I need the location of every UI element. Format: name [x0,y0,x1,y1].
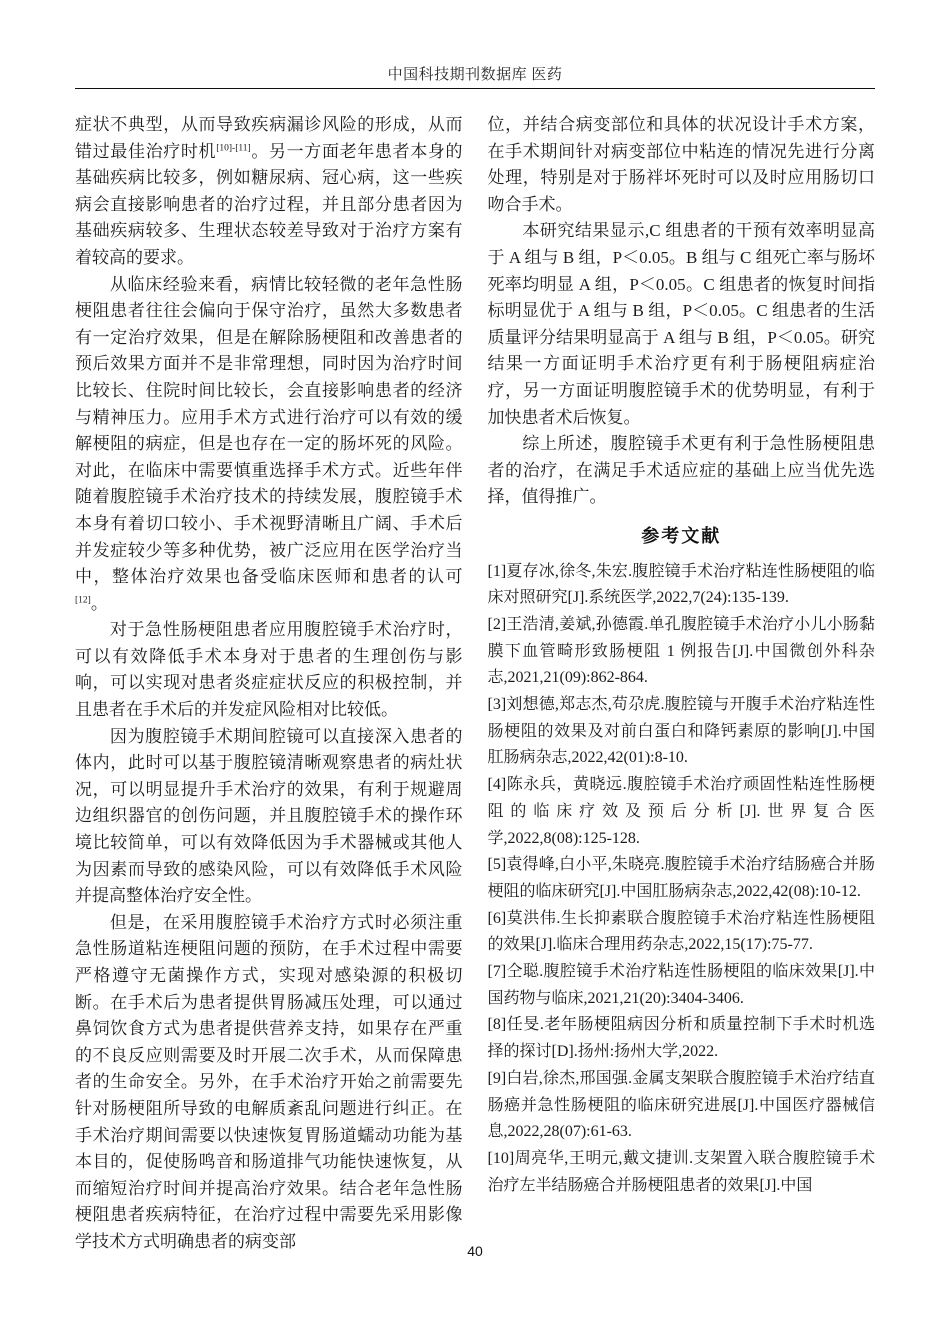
paragraph [75,112,463,272]
right-column [488,112,876,1256]
paragraph [488,431,876,511]
reference-item: [8]任旻.老年肠梗阻病因分析和质量控制下手术时机选择的探讨[D].扬州:扬州大学,2022. [487,1016,875,1061]
reference-item: [1]夏存冰,徐冬,朱宏.腹腔镜手术治疗粘连性肠梗阻的临床对照研究[J].系统医学,2022,7(24):135-139. [487,562,875,607]
reference-item: [6]莫洪伟.生长抑素联合腹腔镜手术治疗粘连性肠梗阻的效果[J].临床合理用药杂志,2022,15(17):75-77. [487,909,875,954]
paragraph-text: 本研究结果显示,C 组患者的干预有效率明显高于 A 组与 B 组，P＜0.05。B 组与 C 组死亡率与肠坏死率均明显 A 组，P＜0.05。C 组患者的恢复时间指标明显优于 A 组与 B 组，P＜0.05。C 组患者的生活质量评分结果明显高于 A 组与 B 组，P＜0.05。研究结果一方面证明手术治疗更有利于肠梗阻病症治疗，另一方面证明腹腔镜手术的优势明显，有利于加快患者术后恢复。 [487,221,875,427]
page-number: 40 [467,1243,483,1259]
reference-item: [7]仝聪.腹腔镜手术治疗粘连性肠梗阻的临床效果[J].中国药物与临床,2021,21(20):3404-3406. [487,963,875,1007]
paragraph [488,218,876,431]
citation-superscript: [10]-[11] [216,142,251,153]
paragraph-text: 。另一方面老年患者本身的基础疾病比较多，例如糖尿病、冠心病，这一些疾病会直接影响患者的治疗过程，并且部分患者因为基础疾病较多、生理状态较差导致对于治疗方案有着较高的要求。 [75,141,463,267]
reference-item: [3]刘想德,郑志杰,苟尕虎.腹腔镜与开腹手术治疗粘连性肠梗阻的效果及对前白蛋白和降钙素原的影响[J].中国肛肠病杂志,2022,42(01):8-10. [487,696,875,767]
citation-superscript: [12] [75,595,91,606]
header-rule [75,88,875,89]
references-heading: 参考文献 [641,525,722,546]
paragraph-text: 因为腹腔镜手术期间腔镜可以直接深入患者的体内，此时可以基于腹腔镜清晰观察患者的病灶状况，可以明显提升手术治疗的效果，有利于规避周边组织器官的创伤问题，并且腹腔镜手术的操作环境比较简单，可以有效降低因为手术器械或其他人为因素而导致的感染风险，可以有效降低手术风险并提高整体治疗安全性。 [75,726,463,906]
paragraph-text: 。 [90,593,108,613]
reference-item: [5]袁得峰,白小平,朱晓亮.腹腔镜手术治疗结肠癌合并肠梗阻的临床研究[J].中国肛肠病杂志,2022,42(08):10-12. [487,856,875,900]
right-column-body [488,112,876,511]
paragraph [75,910,463,1256]
reference-item: [2]王浩清,姜斌,孙德霞.单孔腹腔镜手术治疗小儿小肠黏膜下血管畸形致肠梗阻 1 例报告[J].中国微创外科杂志,2021,21(09):862-864. [487,615,875,687]
reference-item: [9]白岩,徐杰,邢国强.金属支架联合腹腔镜手术治疗结直肠癌并急性肠梗阻的临床研究进展[J].中国医疗器械信息,2022,28(07):61-63. [487,1069,875,1141]
paragraph-text: 综上所述，腹腔镜手术更有利于急性肠梗阻患者的治疗，在满足手术适应症的基础上应当优先选择，值得推广。 [487,434,875,507]
paragraph-text: 从临床经验来看，病情比较轻微的老年急性肠梗阻患者往往会偏向于保守治疗，虽然大多数患者有一定治疗效果，但是在解除肠梗阻和改善患者的预后效果方面并不是非常理想，同时因为治疗时间比较长、住院时间比较长，会直接影响患者的经济与精神压力。应用手术方式进行治疗可以有效的缓解梗阻的病症，但是也存在一定的肠坏死的风险。对此，在临床中需要慎重选择手术方式。近些年伴随着腹腔镜手术治疗技术的持续发展，腹腔镜手术本身有着切口较小、手术视野清晰且广阔、手术后并发症较少等多种优势，被广泛应用在医学治疗当中，整体治疗效果也备受临床医师和患者的认可 [75,274,463,587]
paragraph-text: 症状不典型，从而导致疾病漏诊风险的形成，从而错过最佳治疗时机 [75,115,463,161]
page-header-title: 中国科技期刊数据库 医药 [387,67,563,83]
paragraph [75,272,463,618]
left-column [75,112,463,1256]
paragraph-text: 对于急性肠梗阻患者应用腹腔镜手术治疗时，可以有效降低手术本身对于患者的生理创伤与影响，可以实现对患者炎症症状反应的积极控制，并且患者在手术后的并发症风险相对比较低。 [75,620,463,720]
page-content [75,112,875,1256]
references-list [488,559,876,1200]
paragraph [75,617,463,723]
reference-item: [4]陈永兵，黄晓远.腹腔镜手术治疗顽固性粘连性肠梗阻的临床疗效及预后分析[J].世界复合医学,2022,8(08):125-128. [487,776,875,847]
paragraph [488,112,876,218]
reference-item: [10]周亮华,王明元,戴文捷训.支架置入联合腹腔镜手术治疗左半结肠癌合并肠梗阻患者的效果[J].中国 [487,1149,875,1194]
paragraph-text: 但是，在采用腹腔镜手术治疗方式时必须注重急性肠道粘连梗阻问题的预防，在手术过程中需要严格遵守无菌操作方式，实现对感染源的积极切断。在手术后为患者提供胃肠减压处理，可以通过鼻饲饮食方式为患者提供营养支持，如果存在严重的不良反应则需要及时开展二次手术，从而保障患者的生命安全。另外，在手术治疗开始之前需要先针对肠梗阻所导致的电解质紊乱问题进行纠正。在手术治疗期间需要以快速恢复胃肠道蠕动功能为基本目的，促使肠鸣音和肠道排气功能快速恢复，从而缩短治疗时间并提高治疗效果。结合老年急性肠梗阻患者疾病特征，在治疗过程中需要先采用影像学技术方式明确患者的病变部 [75,912,463,1251]
paragraph [75,724,463,910]
paragraph-text: 位，并结合病变部位和具体的状况设计手术方案，在手术期间针对病变部位中粘连的情况先进行分离处理，特别是对于肠袢坏死时可以及时应用肠切口吻合手术。 [487,115,875,214]
